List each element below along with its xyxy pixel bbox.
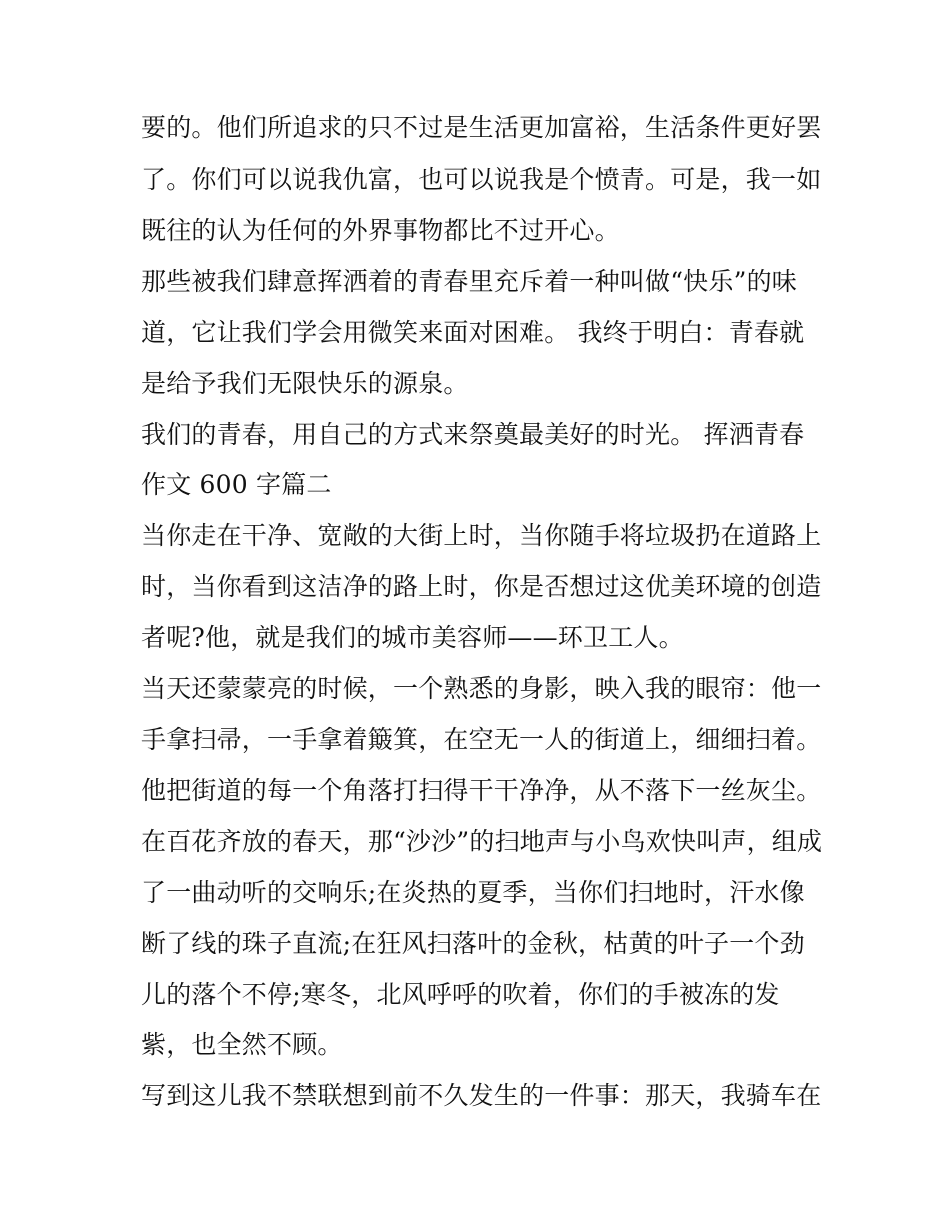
text-line: 者呢?他，就是我们的城市美容师——环卫工人。 <box>141 623 684 652</box>
text-line: 了。你们可以说我仇富，也可以说我是个愤青。可是，我一如 <box>141 165 822 194</box>
text-line: 儿的落个不停;寒冬，北风呼呼的吹着，你们的手被冻的发 <box>141 980 780 1009</box>
text-line: 他把街道的每一个角落打扫得干干净净，从不落下一丝灰尘。 <box>141 776 822 805</box>
text-line: 断了线的珠子直流;在狂风扫落叶的金秋，枯黄的叶子一个劲 <box>141 929 805 958</box>
text-line: 写到这儿我不禁联想到前不久发生的一件事：那天，我骑车在 <box>141 1081 822 1110</box>
text-line: 时，当你看到这洁净的路上时，你是否想过这优美环境的创造 <box>141 572 822 601</box>
text-line: 我们的青春，用自己的方式来祭奠最美好的时光。 挥洒青春 <box>141 420 805 449</box>
text-line: 在百花齐放的春天，那“沙沙”的扫地声与小鸟欢快叫声，组成 <box>141 827 823 856</box>
text-line: 当你走在干净、宽敞的大街上时，当你随手将垃圾扔在道路上 <box>141 521 822 550</box>
text-line: 既往的认为任何的外界事物都比不过开心。 <box>141 216 620 245</box>
text-line: 手拿扫帚，一手拿着簸箕，在空无一人的街道上，细细扫着。 <box>141 725 822 754</box>
text-line: 作文 600 字篇二 <box>141 470 332 499</box>
text-line: 当天还蒙蒙亮的时候，一个熟悉的身影，映入我的眼帘：他一 <box>141 674 822 703</box>
text-line: 那些被我们肆意挥洒着的青春里充斥着一种叫做“快乐”的味 <box>141 267 797 296</box>
text-line: 道，它让我们学会用微笑来面对困难。 我终于明白：青春就 <box>141 318 805 347</box>
text-line: 要的。他们所追求的只不过是生活更加富裕，生活条件更好罢 <box>141 113 822 142</box>
text-line: 是给予我们无限快乐的源泉。 <box>141 369 469 398</box>
text-line: 紫，也全然不顾。 <box>141 1030 343 1059</box>
text-line: 了一曲动听的交响乐;在炎热的夏季，当你们扫地时，汗水像 <box>141 878 805 907</box>
